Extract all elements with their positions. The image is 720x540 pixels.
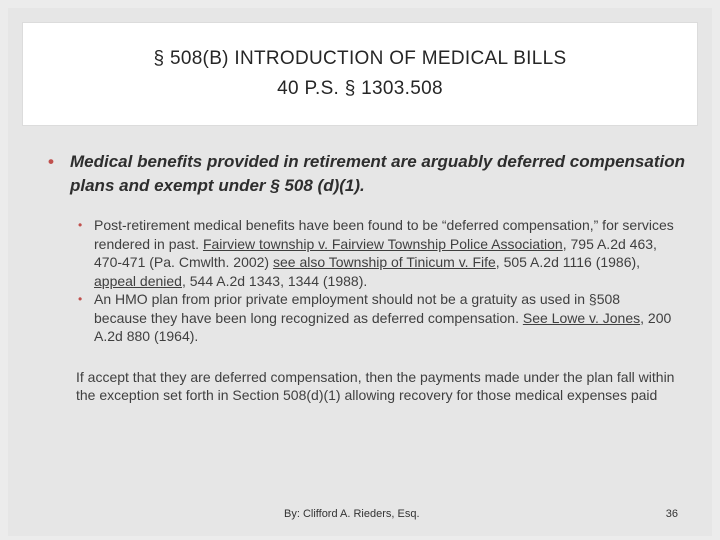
title-line-1: § 508(B) INTRODUCTION OF MEDICAL BILLS [153, 48, 567, 69]
footer-author: By: Clifford A. Rieders, Esq. [284, 508, 420, 520]
text-run: , 544 A.2d 1343, 1344 (1988). [181, 272, 368, 289]
main-bullet-text: Medical benefits provided in retirement are arguably deferred compensation plans and exempt under § 508 (d)(1). [70, 152, 685, 195]
bullet-dot-icon: • [78, 218, 83, 232]
case-citation: see also Township of Tinicum v. Fife [272, 254, 496, 270]
title-line-2: 40 P.S. § 1303.508 [277, 78, 443, 99]
case-citation: See Lowe v. Jones [522, 309, 641, 326]
text-run: Post-retirement medical benefits have been found to be “deferred compensation,” for services rendered in past. [94, 217, 674, 252]
sub-bullet-text [94, 216, 676, 290]
text-run: , 200 A.2d 880 (1964). [94, 309, 672, 344]
main-bullet [48, 150, 688, 198]
slide-content [48, 150, 688, 405]
case-citation: appeal denied [94, 272, 182, 289]
sub-bullet [78, 290, 676, 346]
text-run: An HMO plan from prior private employment should not be a gratuity as used in §508 because they have been long recognized as deferred compensation. [94, 291, 621, 326]
sub-bullet [78, 216, 676, 290]
sub-bullet-list [78, 216, 676, 346]
page-number: 36 [665, 508, 678, 520]
text-run: , 795 A.2d 463, 470-471 (Pa. Cmwlth. 2002) [94, 235, 657, 270]
title-box [22, 22, 698, 126]
sub-bullet-text [94, 290, 676, 346]
bullet-dot-icon: • [48, 152, 54, 171]
case-citation: Fairview township v. Fairview Township Police Association [202, 235, 563, 252]
conclusion-paragraph: If accept that they are deferred compensation, then the payments made under the plan fall within the exception set forth in Section 508(d)(1) allowing recovery for those medical expenses paid [76, 368, 675, 403]
text-run: , 505 A.2d 1116 (1986), [495, 254, 641, 270]
bullet-dot-icon: • [78, 292, 83, 306]
